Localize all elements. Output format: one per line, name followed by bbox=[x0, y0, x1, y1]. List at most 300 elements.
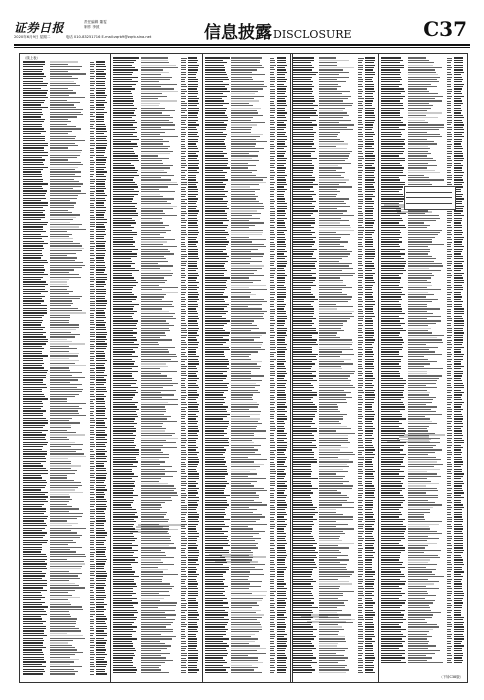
table-cell bbox=[181, 132, 186, 133]
table-cell bbox=[141, 301, 174, 302]
table-cell bbox=[50, 234, 72, 235]
table-cell bbox=[358, 232, 363, 233]
table-cell bbox=[23, 193, 47, 194]
table-cell bbox=[23, 604, 43, 605]
table-cell bbox=[50, 468, 71, 469]
table-cell bbox=[181, 395, 187, 396]
table-cell bbox=[270, 624, 275, 625]
table-cell bbox=[188, 366, 196, 367]
table-cell bbox=[141, 392, 161, 393]
table-cell bbox=[113, 65, 133, 66]
table-cell bbox=[293, 337, 312, 338]
table-cell bbox=[365, 311, 373, 312]
table-cell bbox=[141, 177, 162, 178]
table-cell bbox=[90, 274, 94, 275]
table-cell bbox=[319, 531, 343, 532]
table-cell bbox=[293, 550, 316, 551]
table-cell bbox=[141, 210, 163, 211]
table-cell bbox=[205, 402, 225, 403]
table-cell bbox=[23, 504, 45, 505]
table-cell bbox=[90, 628, 95, 629]
table-cell bbox=[231, 77, 251, 78]
table-cell bbox=[231, 356, 249, 357]
table-cell bbox=[96, 427, 106, 428]
table-cell bbox=[205, 655, 227, 656]
table-cell bbox=[141, 547, 177, 548]
table-cell bbox=[270, 349, 275, 350]
table-cell bbox=[293, 380, 318, 381]
table-cell bbox=[113, 571, 136, 572]
table-cell bbox=[205, 184, 226, 185]
table-cell bbox=[365, 478, 374, 479]
table-column-body bbox=[22, 61, 108, 675]
table-cell bbox=[96, 291, 106, 292]
table-cell bbox=[50, 343, 85, 344]
table-cell bbox=[358, 354, 363, 355]
table-cell bbox=[23, 630, 44, 631]
table-cell bbox=[205, 60, 223, 61]
table-cell bbox=[141, 521, 169, 522]
table-cell bbox=[141, 342, 159, 343]
table-cell bbox=[90, 289, 95, 290]
table-cell bbox=[23, 485, 47, 486]
table-cell bbox=[293, 574, 313, 575]
table-cell bbox=[277, 91, 286, 92]
table-cell bbox=[205, 514, 227, 515]
table-cell bbox=[113, 100, 134, 101]
table-cell bbox=[96, 410, 105, 411]
table-cell bbox=[358, 163, 362, 164]
table-cell bbox=[365, 103, 372, 104]
table-cell bbox=[231, 282, 252, 283]
table-cell bbox=[270, 629, 274, 630]
table-cell bbox=[113, 564, 132, 565]
table-cell bbox=[113, 165, 134, 166]
table-cell bbox=[50, 138, 75, 139]
table-cell bbox=[358, 536, 362, 537]
table-cell bbox=[90, 298, 95, 299]
table-cell bbox=[23, 202, 48, 203]
table-cell bbox=[23, 358, 44, 359]
table-cell bbox=[181, 571, 186, 572]
table-cell bbox=[96, 561, 106, 562]
table-cell bbox=[96, 616, 105, 617]
table-cell bbox=[23, 642, 44, 643]
table-cell bbox=[113, 203, 138, 204]
table-cell bbox=[205, 222, 223, 223]
table-cell bbox=[141, 454, 169, 455]
table-cell bbox=[90, 203, 95, 204]
table-cell bbox=[205, 404, 223, 405]
table-cell bbox=[96, 353, 105, 354]
table-cell bbox=[96, 661, 106, 662]
table-cell bbox=[23, 152, 48, 153]
table-cell bbox=[231, 249, 258, 250]
table-cell bbox=[270, 124, 274, 125]
table-cell bbox=[90, 497, 94, 498]
table-cell bbox=[50, 229, 86, 230]
table-cell bbox=[50, 420, 69, 421]
table-cell bbox=[188, 253, 198, 254]
table-cell bbox=[50, 520, 67, 521]
table-cell bbox=[231, 139, 256, 140]
table-cell bbox=[293, 268, 317, 269]
table-cell bbox=[358, 349, 363, 350]
table-cell bbox=[50, 537, 80, 538]
table-cell bbox=[270, 481, 275, 482]
table-cell bbox=[270, 254, 275, 255]
table-cell bbox=[96, 630, 104, 631]
table-cell bbox=[358, 481, 362, 482]
table-cell bbox=[270, 375, 275, 376]
table-cell bbox=[181, 335, 187, 336]
table-cell bbox=[293, 366, 313, 367]
table-cell bbox=[205, 81, 223, 82]
table-cell bbox=[23, 396, 45, 397]
table-cell bbox=[231, 547, 257, 548]
table-cell bbox=[358, 540, 363, 541]
table-cell bbox=[188, 143, 196, 144]
table-cell bbox=[188, 237, 197, 238]
table-cell bbox=[50, 358, 69, 359]
table-cell bbox=[141, 225, 169, 226]
table-cell bbox=[23, 482, 47, 483]
table-cell bbox=[205, 657, 224, 658]
table-cell bbox=[319, 469, 342, 470]
table-cell bbox=[205, 143, 225, 144]
table-cell bbox=[90, 554, 94, 555]
table-cell bbox=[205, 672, 228, 673]
table-cell bbox=[50, 518, 77, 519]
table-cell bbox=[231, 361, 262, 362]
table-cell bbox=[270, 598, 274, 599]
table-cell bbox=[96, 516, 105, 517]
table-cell bbox=[293, 557, 318, 558]
table-cell bbox=[141, 559, 162, 560]
table-cell bbox=[358, 356, 362, 357]
table-cell bbox=[181, 497, 186, 498]
table-cell bbox=[188, 301, 197, 302]
table-cell bbox=[113, 426, 135, 427]
table-cell bbox=[181, 77, 186, 78]
table-cell bbox=[358, 175, 362, 176]
table-cell bbox=[23, 188, 44, 189]
table-cell bbox=[141, 356, 177, 357]
table-cell bbox=[205, 194, 225, 195]
table-cell bbox=[96, 540, 106, 541]
table-cell bbox=[270, 512, 275, 513]
table-cell bbox=[358, 450, 364, 451]
table-cell bbox=[277, 371, 286, 372]
table-cell bbox=[141, 634, 161, 635]
table-cell bbox=[23, 97, 49, 98]
table-cell bbox=[188, 634, 196, 635]
table-cell bbox=[96, 183, 104, 184]
table-cell bbox=[90, 317, 94, 318]
table-cell bbox=[96, 97, 106, 98]
table-cell bbox=[293, 301, 314, 302]
table-cell bbox=[50, 470, 77, 471]
table-cell bbox=[205, 177, 225, 178]
table-cell bbox=[181, 380, 185, 381]
table-cell bbox=[319, 342, 352, 343]
table-cell bbox=[23, 606, 49, 607]
table-cell bbox=[365, 273, 375, 274]
table-cell bbox=[113, 189, 134, 190]
table-cell bbox=[231, 461, 254, 462]
table-cell bbox=[23, 542, 47, 543]
table-cell bbox=[90, 559, 95, 560]
table-cell bbox=[277, 258, 285, 259]
table-cell bbox=[188, 332, 197, 333]
table-cell bbox=[181, 454, 187, 455]
table-cell bbox=[90, 267, 95, 268]
table-cell bbox=[181, 318, 185, 319]
table-cell bbox=[141, 194, 160, 195]
table-cell bbox=[141, 435, 172, 436]
table-cell bbox=[141, 316, 173, 317]
table-cell bbox=[358, 79, 363, 80]
table-cell bbox=[113, 461, 138, 462]
table-cell bbox=[293, 414, 316, 415]
table-cell bbox=[50, 477, 67, 478]
table-cell bbox=[96, 554, 105, 555]
table-cell bbox=[277, 531, 284, 532]
table-cell bbox=[365, 179, 374, 180]
table-cell bbox=[293, 540, 316, 541]
table-cell bbox=[96, 262, 104, 263]
table-cell bbox=[113, 194, 138, 195]
table-cell bbox=[90, 630, 94, 631]
table-cell bbox=[293, 60, 314, 61]
table-cell bbox=[358, 323, 362, 324]
table-cell bbox=[277, 473, 286, 474]
table-cell bbox=[205, 86, 225, 87]
table-cell bbox=[319, 198, 349, 199]
table-cell bbox=[365, 62, 374, 63]
table-cell bbox=[358, 311, 363, 312]
header-rule-thin bbox=[14, 47, 470, 48]
table-cell bbox=[293, 227, 315, 228]
table-cell bbox=[50, 157, 77, 158]
table-cell bbox=[96, 140, 107, 141]
table-cell bbox=[50, 155, 80, 156]
table-cell bbox=[293, 492, 313, 493]
table-cell bbox=[23, 487, 45, 488]
table-cell bbox=[90, 525, 94, 526]
table-cell bbox=[141, 461, 165, 462]
table-cell bbox=[50, 272, 69, 273]
table-cell bbox=[188, 258, 199, 259]
table-cell bbox=[277, 313, 287, 314]
table-cell bbox=[23, 195, 46, 196]
table-cell bbox=[96, 575, 107, 576]
table-cell bbox=[141, 60, 168, 61]
table-cell bbox=[188, 612, 198, 613]
table-cell bbox=[181, 65, 186, 66]
table-cell bbox=[141, 175, 175, 176]
table-cell bbox=[141, 507, 162, 508]
table-cell bbox=[23, 384, 47, 385]
table-cell bbox=[90, 652, 94, 653]
table-cell bbox=[270, 658, 274, 659]
table-cell bbox=[293, 306, 314, 307]
table-cell bbox=[358, 497, 362, 498]
table-cell bbox=[141, 299, 163, 300]
table-cell bbox=[188, 206, 197, 207]
table-cell bbox=[270, 650, 274, 651]
table-cell bbox=[358, 581, 363, 582]
table-cell bbox=[90, 116, 95, 117]
table-cell bbox=[96, 167, 105, 168]
table-cell bbox=[319, 435, 348, 436]
table-cell bbox=[23, 508, 47, 509]
table-cell bbox=[319, 473, 335, 474]
table-cell bbox=[319, 574, 351, 575]
table-cell bbox=[188, 96, 197, 97]
table-cell bbox=[319, 323, 342, 324]
table-cell bbox=[96, 549, 106, 550]
table-cell bbox=[365, 485, 374, 486]
table-cell bbox=[277, 550, 287, 551]
table-cell bbox=[96, 336, 106, 337]
table-cell bbox=[50, 64, 68, 65]
table-cell bbox=[365, 459, 372, 460]
table-cell bbox=[319, 132, 339, 133]
table-cell bbox=[181, 383, 185, 384]
table-cell bbox=[231, 141, 266, 142]
table-cell bbox=[50, 616, 71, 617]
table-cell bbox=[96, 458, 106, 459]
table-cell bbox=[293, 524, 315, 525]
table-cell bbox=[141, 139, 163, 140]
table-cell bbox=[90, 66, 94, 67]
table-cell bbox=[270, 478, 275, 479]
table-cell bbox=[23, 73, 45, 74]
table-cell bbox=[188, 574, 199, 575]
table-cell bbox=[319, 258, 342, 259]
table-cell bbox=[319, 213, 342, 214]
table-cell bbox=[113, 626, 137, 627]
table-cell bbox=[188, 426, 198, 427]
table-cell bbox=[90, 485, 94, 486]
table-cell bbox=[188, 299, 199, 300]
table-cell bbox=[277, 571, 285, 572]
table-cell bbox=[205, 301, 225, 302]
table-cell bbox=[90, 215, 94, 216]
table-cell bbox=[293, 318, 317, 319]
table-cell bbox=[188, 311, 197, 312]
table-cell bbox=[270, 215, 275, 216]
table-cell bbox=[319, 72, 349, 73]
table-cell bbox=[141, 459, 159, 460]
table-cell bbox=[188, 665, 197, 666]
table-cell bbox=[319, 387, 354, 388]
table-cell bbox=[277, 299, 284, 300]
table-cell bbox=[113, 653, 134, 654]
table-cell bbox=[113, 559, 135, 560]
table-cell bbox=[181, 263, 186, 264]
table-cell bbox=[277, 375, 285, 376]
table-cell bbox=[188, 536, 199, 537]
table-cell bbox=[358, 368, 363, 369]
table-cell bbox=[293, 466, 312, 467]
table-cell bbox=[188, 552, 199, 553]
table-cell bbox=[205, 201, 229, 202]
table-cell bbox=[293, 387, 314, 388]
table-cell bbox=[293, 127, 314, 128]
table-cell bbox=[277, 528, 285, 529]
table-cell bbox=[270, 122, 275, 123]
table-cell bbox=[23, 286, 46, 287]
table-cell bbox=[181, 58, 186, 59]
table-cell bbox=[23, 571, 43, 572]
table-cell bbox=[365, 540, 375, 541]
table-cell bbox=[90, 420, 95, 421]
table-cell bbox=[205, 478, 225, 479]
table-cell bbox=[141, 428, 166, 429]
table-cell bbox=[50, 73, 86, 74]
table-cell bbox=[181, 189, 185, 190]
table-cell bbox=[365, 163, 374, 164]
table-cell bbox=[231, 600, 261, 601]
table-cell bbox=[270, 619, 274, 620]
table-cell bbox=[205, 583, 224, 584]
table-cell bbox=[113, 414, 138, 415]
table-cell bbox=[270, 213, 275, 214]
table-cell bbox=[205, 375, 227, 376]
table-cell bbox=[277, 72, 287, 73]
table-cell bbox=[188, 471, 197, 472]
table-cell bbox=[113, 416, 139, 417]
table-cell bbox=[319, 191, 339, 192]
table-cell bbox=[113, 588, 134, 589]
table-cell bbox=[365, 521, 375, 522]
table-cell bbox=[96, 355, 105, 356]
table-cell bbox=[277, 311, 287, 312]
table-cell bbox=[293, 280, 316, 281]
table-cell bbox=[113, 667, 137, 668]
table-cell bbox=[181, 67, 186, 68]
table-cell bbox=[90, 422, 96, 423]
table-cell bbox=[23, 162, 43, 163]
table-cell bbox=[113, 347, 138, 348]
table-cell bbox=[50, 360, 78, 361]
table-cell bbox=[181, 629, 185, 630]
table-cell bbox=[277, 555, 287, 556]
table-cell bbox=[319, 380, 351, 381]
table-cell bbox=[319, 414, 347, 415]
table-cell bbox=[50, 181, 79, 182]
table-cell bbox=[231, 79, 253, 80]
table-cell bbox=[205, 409, 227, 410]
table-cell bbox=[23, 480, 47, 481]
table-cell bbox=[188, 265, 196, 266]
table-cell bbox=[319, 476, 345, 477]
table-cell bbox=[113, 497, 134, 498]
table-cell bbox=[188, 289, 197, 290]
table-cell bbox=[365, 261, 373, 262]
table-cell bbox=[113, 177, 135, 178]
table-cell bbox=[113, 440, 134, 441]
table-cell bbox=[188, 638, 197, 639]
table-cell bbox=[50, 563, 85, 564]
table-cell bbox=[96, 559, 106, 560]
table-cell bbox=[358, 287, 363, 288]
table-cell bbox=[96, 372, 104, 373]
table-cell bbox=[358, 136, 363, 137]
table-cell bbox=[358, 555, 362, 556]
